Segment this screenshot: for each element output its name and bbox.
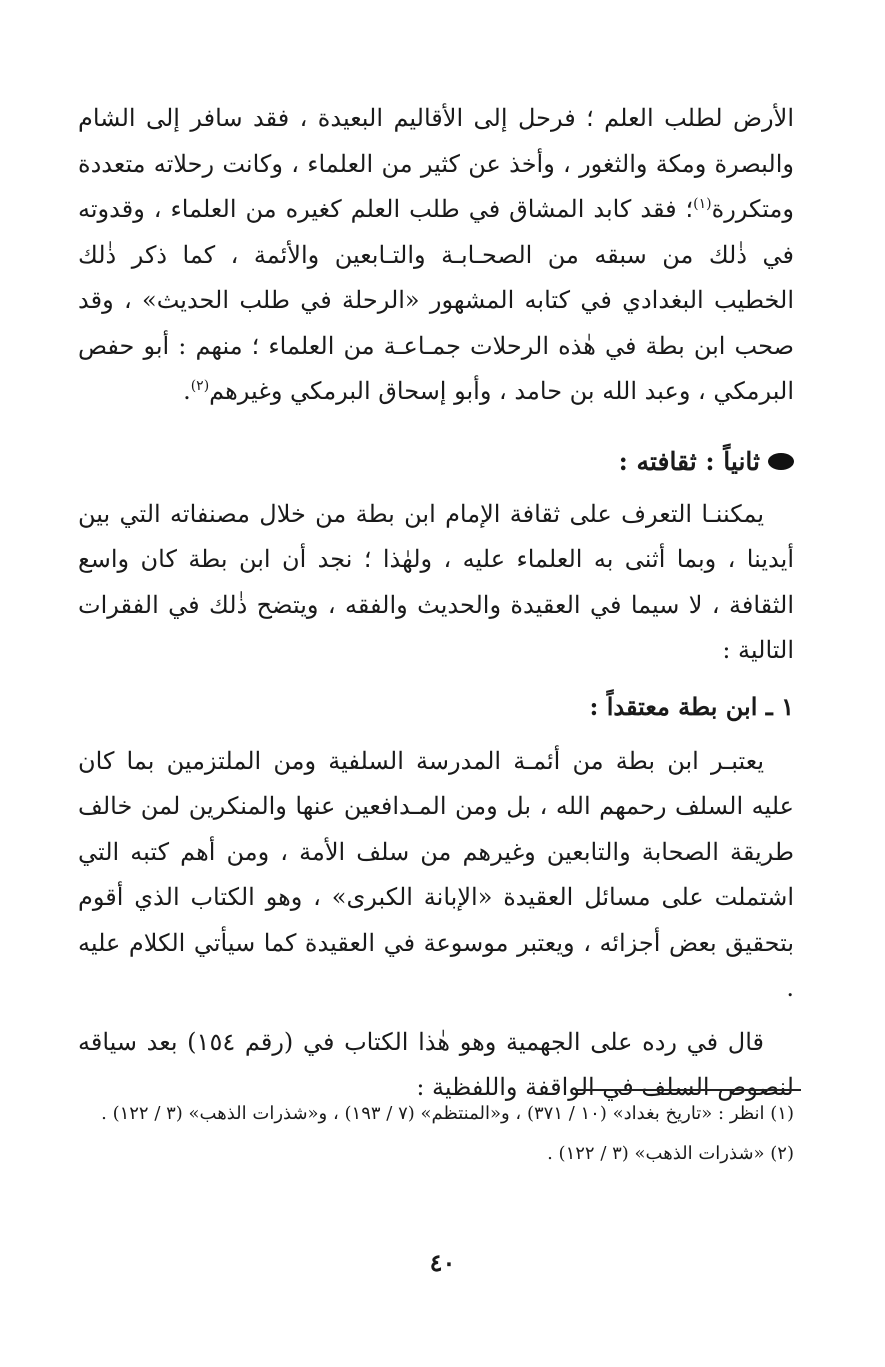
- paragraph-travels-continued: ؛ فقد كابد المشاق في طلب العلم كغيره من العلماء ، وقدوته في ذٰلك من سبقه من الصحـابـة والتـابعين والأئمة ، كما ذكر ذٰلك الخطيب البغدادي في كتابه المشهور «الرحلة في طلب الحديث» ، وقد صحب ابن بطة في هٰذه الرحلات جمـاعـة من العلماء ؛ منهم : أبو حفص البرمكي ، وعبد الله بن حامد ، وأبو إسحاق البرمكي وغيرهم: [78, 195, 795, 405]
- footnote-2: (٢) «شذرات الذهب» (٣ / ١٢٢) .: [547, 1143, 794, 1164]
- footnote-1: (١) انظر : «تاريخ بغداد» (١٠ / ٣٧١) ، و«المنتظم» (٧ / ١٩٣) ، و«شذرات الذهب» (٣ / ١٢٢) .: [101, 1103, 794, 1124]
- paragraph-quote-intro: قال في رده على الجهمية وهو هٰذا الكتاب في (رقم ١٥٤) بعد سياقه لنصوص السلف في الواقفة واللفظية :: [78, 1027, 794, 1101]
- footnote-divider: [575, 1089, 801, 1091]
- paragraph-travels-text: الأرض لطلب العلم ؛ فرحل إلى الأقاليم البعيدة ، فقد سافر إلى الشام والبصرة ومكة والثغور ، وأخذ عن كثير من العلماء ، وكانت رحلاته متعددة ومتكررة: [78, 104, 794, 223]
- subheading-creed: ١ ـ ابن بطة معتقداً :: [589, 691, 794, 721]
- paragraph-travels-end: .: [183, 377, 191, 405]
- section-heading-culture-text: ثانياً : ثقافته :: [618, 446, 760, 476]
- page-number: ٤٠: [429, 1248, 456, 1277]
- page-body: [78, 96, 794, 1111]
- paragraph-culture-intro: يمكننـا التعرف على ثقافة الإمام ابن بطة من خلال مصنفاته التي بين أيدينا ، وبما أثنى به العلماء عليه ، ولهٰذا ؛ نجد أن ابن بطة كان واسع الثقافة ، لا سيما في العقيدة والحديث والفقه ، ويتضح ذٰلك في الفقرات التالية :: [78, 499, 794, 664]
- paragraph-creed: يعتبـر ابن بطة من أئمـة المدرسة السلفية ومن الملتزمين بما كان عليه السلف رحمهم الله ، بل ومن المـدافعين عنها والمنكرين لمن خالف طريقة الصحابة والتابعين وغيرهم من سلف الأمة ، ومن أهم كتبه التي اشتملت على مسائل العقيدة «الإبانة الكبرى» ، وهو الكتاب الذي أقوم بتحقيق بعض أجزائه ، ويعتبر موسوعة في العقيدة كما سيأتي الكلام عليه .: [78, 746, 794, 1002]
- paragraph-travels: [78, 96, 794, 415]
- footnote-ref-1[interactable]: (١): [693, 196, 712, 212]
- section-heading-culture: [78, 439, 794, 484]
- footnotes: [78, 1096, 794, 1172]
- bullet-icon: [768, 453, 794, 470]
- footnote-ref-2[interactable]: (٢): [190, 378, 210, 394]
